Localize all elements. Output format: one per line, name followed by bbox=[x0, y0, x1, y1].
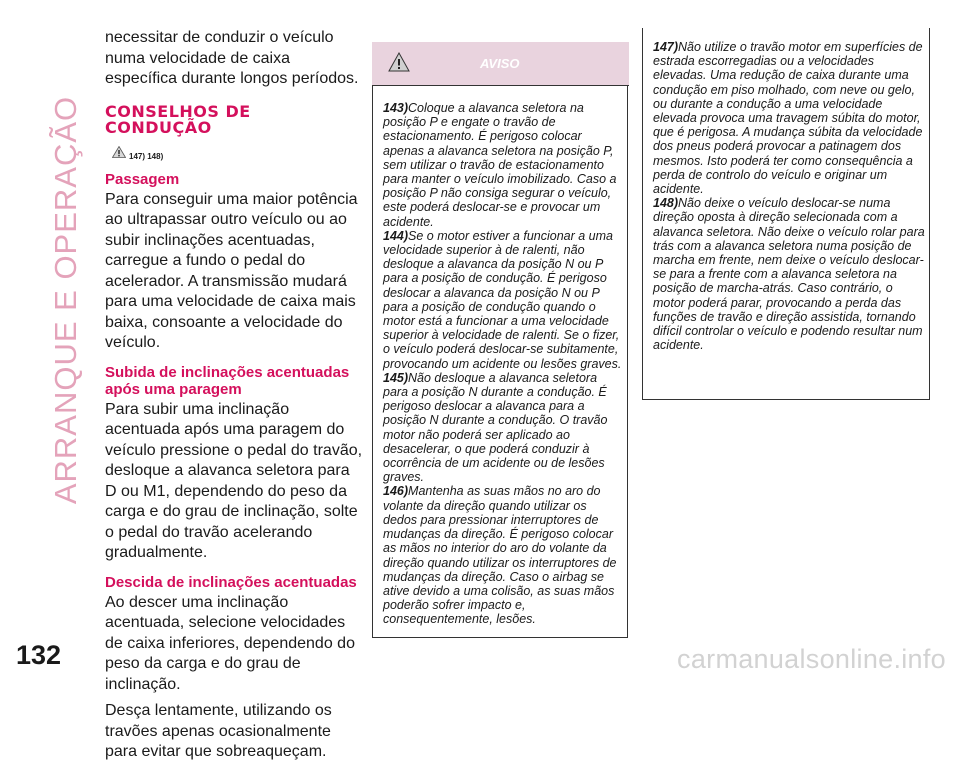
warning-references: 147) 148) bbox=[112, 144, 363, 161]
warning-header bbox=[372, 42, 629, 86]
warning-item-146: 146)Mantenha as suas mãos no aro do volante da direção quando utilizar os dedos para pressionar interruptores de mudanças da direção. É perigoso colocar as mãos no interior do aro do volante da direção quando utilizar os interruptores de mudanças da direção. Caso o airbag se ative devido a uma colisão, as suas mãos poderão sofrer impacto e, consequentemente, lesões. bbox=[383, 484, 617, 627]
paragraph-descida-2: Desça lentamente, utilizando os travões apenas ocasionalmente para evitar que sobreaqueçam. bbox=[105, 702, 332, 760]
warning-triangle-icon bbox=[388, 52, 410, 72]
subheading-descida: Descida de inclinações acentuadas bbox=[105, 573, 357, 591]
intro-paragraph: necessitar de conduzir o veículo numa velocidade de caixa específica durante longos períodos. bbox=[105, 29, 359, 87]
page-number: 132 bbox=[16, 640, 62, 670]
subheading-passagem: Passagem bbox=[105, 170, 180, 188]
section-title: CONSELHOS DE CONDUÇÃO bbox=[105, 101, 251, 137]
warning-box-continued bbox=[642, 28, 930, 400]
main-text-column bbox=[105, 28, 363, 763]
warning-item-147: 147)Não utilize o travão motor em superfícies de estrada escorregadias ou a velocidades elevadas. Uma redução de caixa durante uma condução em piso molhado, com neve ou gelo, ou durante a condução a uma velocidade elevada provoca uma travagem súbita do motor, que é perigosa. A mudança súbita da velocidade dos pneus poderá provocar a patinagem dos mesmos. Isto poderá ter como consequência a perda de controlo do veículo e originar um acidente. bbox=[653, 40, 923, 197]
warning-triangle-icon bbox=[112, 146, 126, 158]
paragraph-subida: Para subir uma inclinação acentuada após uma paragem do veículo pressione o pedal do travão, desloque a alavanca seletora para D ou M1, dependendo do peso da carga e do grau de inclinação, solte o pedal do travão acelerando gradualmente. bbox=[105, 400, 363, 561]
warning-item-145: 145)Não desloque a alavanca seletora para a posição N durante a condução. É perigoso deslocar a alavanca para a posição N durante a condução. O travão motor não poderá ser aplicado ao desacelerar, o que poderá conduzir à ocorrência de um acidente ou de lesões graves. bbox=[383, 370, 608, 485]
watermark: carmanualsonline.info bbox=[677, 644, 946, 674]
paragraph-descida: Ao descer uma inclinação acentuada, selecione velocidades de caixa inferiores, dependendo do peso da carga e do grau de inclinação. bbox=[105, 593, 355, 693]
warning-box bbox=[372, 42, 628, 638]
subheading-subida: Subida de inclinações acentuadas após uma paragem bbox=[105, 363, 350, 398]
warning-title: AVISO bbox=[480, 56, 520, 71]
warning-item-144: 144)Se o motor estiver a funcionar a uma velocidade superior à de ralenti, não desloque a alavanca da posição N ou P para a posição de condução. É perigoso deslocar a alavanca da posição N ou P para a posição de condução quando o motor está a funcionar a uma velocidade superior à velocidade de ralenti. Se o fizer, o veículo poderá deslocar-se subitamente, provocando um acidente ou lesões graves. bbox=[383, 228, 622, 371]
warning-items-continued bbox=[653, 40, 925, 352]
paragraph-passagem: Para conseguir uma maior potência ao ultrapassar outro veículo ou ao subir inclinações acentuadas, carregue a fundo o pedal do acelerador. A transmissão mudará para uma velocidade de caixa mais baixa, consoante a velocidade do veículo. bbox=[105, 190, 358, 351]
warning-item-143: 143)Coloque a alavanca seletora na posição P e engate o travão de estacionamento. É perigoso colocar apenas a alavanca seletora na posição P, sem utilizar o travão de estacionamento para manter o veículo imobilizado. Caso a posição P não consiga segurar o veículo, este poderá deslocar-se e provocar um acidente. bbox=[383, 101, 617, 229]
warning-item-148: 148)Não deixe o veículo deslocar-se numa direção oposta à direção selecionada com a alavanca seletora. Não deixe o veículo rolar para trás com a alavanca seletora numa posição de marcha em frente, nem deixe o veículo deslocar-se para a frente com a alavanca seletora na posição de marcha-atrás. Caso contrário, o motor poderá parar, provocando a perda das funções de travão e direção assistida, tornando difícil controlar o veículo e podendo resultar num acidente. bbox=[653, 196, 925, 353]
warning-items bbox=[383, 101, 623, 627]
